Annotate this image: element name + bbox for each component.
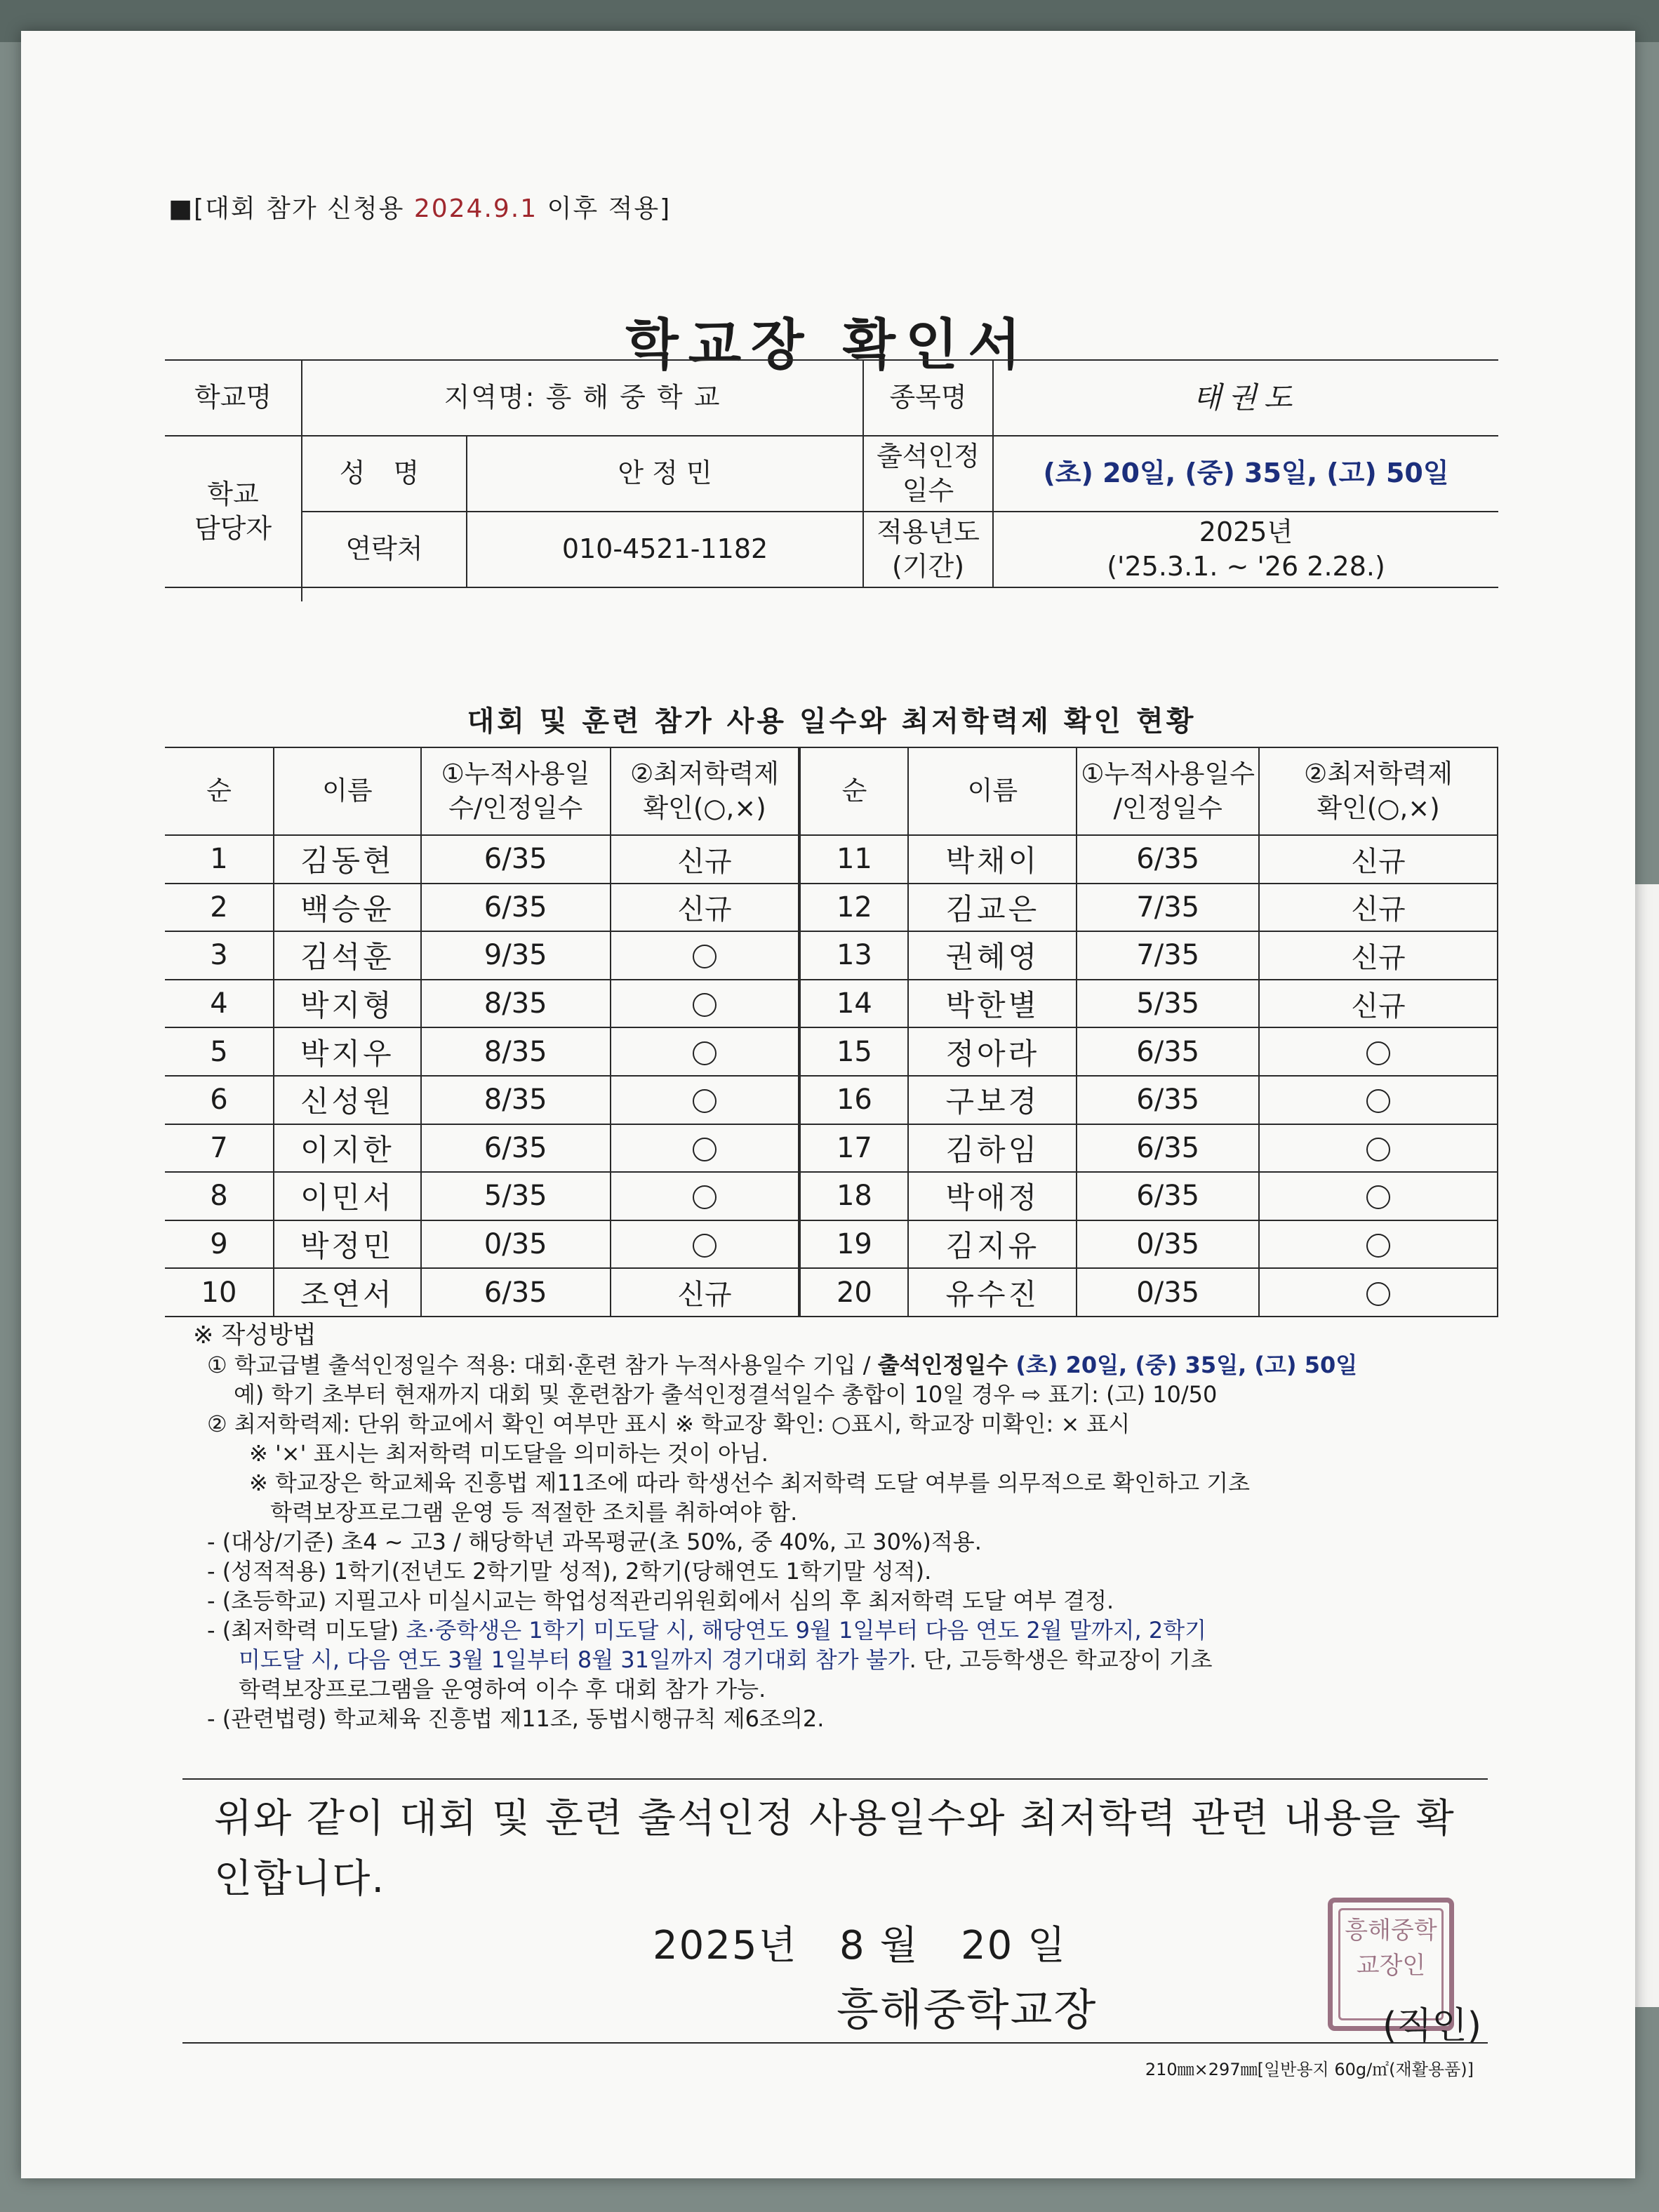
row-no: 20	[799, 1268, 908, 1317]
note-3: ※ '×' 표시는 최저학력 미도달을 의미하는 것이 아님.	[249, 1440, 768, 1467]
min-academic-check	[1259, 1268, 1498, 1317]
student-name: 박한별	[908, 980, 1077, 1028]
table-row	[165, 1172, 1498, 1220]
table-row	[165, 1027, 1498, 1076]
row-no: 19	[799, 1220, 908, 1269]
row-no: 18	[799, 1172, 908, 1220]
used-days: 6/35	[421, 884, 611, 932]
note-1-example: 예) 학기 초부터 현재까지 대회 및 훈련참가 출석인정결석일수 총합이 10일 경우 ⇨ 표기: (고) 10/50	[234, 1381, 1218, 1408]
year-label: 적용년도 (기간)	[863, 512, 993, 587]
table-row	[165, 835, 1498, 884]
row-no: 8	[165, 1172, 274, 1220]
student-name: 김하임	[908, 1124, 1077, 1173]
table-row	[165, 1076, 1498, 1124]
student-name: 김동현	[274, 835, 421, 884]
contact-value: 010-4521-1182	[467, 512, 863, 587]
student-name: 신성원	[274, 1076, 421, 1124]
circle-mark-icon	[1366, 1089, 1390, 1113]
divider	[182, 1778, 1488, 1780]
student-name: 유수진	[908, 1268, 1077, 1317]
min-academic-check: 신규	[611, 884, 800, 932]
used-days: 0/35	[1077, 1220, 1259, 1269]
circle-mark-icon	[693, 993, 717, 1017]
note-1: ① 학교급별 출석인정일수 적용: 대회·훈련 참가 누적사용일수 기입 / 출석인정일수 (초) 20일, (중) 35일, (고) 50일	[207, 1352, 1358, 1378]
paper-spec-footer: 210㎜×297㎜[일반용지 60g/㎡(재활용품)]	[1145, 2060, 1474, 2079]
year-value: 2025년 ('25.3.1. ~ '26 2.28.)	[993, 512, 1498, 587]
min-academic-check	[1259, 1220, 1498, 1269]
attend-value: (초) 20일, (중) 35일, (고) 50일	[993, 436, 1498, 512]
instructions-heading: ※ 작성방법	[193, 1321, 317, 1350]
circle-mark-icon	[693, 1089, 717, 1113]
min-academic-check: 신규	[611, 1268, 800, 1317]
circle-mark-icon	[693, 945, 717, 968]
row-no: 14	[799, 980, 908, 1028]
circle-mark-icon	[1366, 1138, 1390, 1161]
student-name: 조연서	[274, 1268, 421, 1317]
min-academic-check: 신규	[1259, 980, 1498, 1028]
used-days: 5/35	[1077, 980, 1259, 1028]
min-academic-check	[611, 1076, 800, 1124]
min-academic-check: 신규	[1259, 884, 1498, 932]
note-4-cont: 학력보장프로그램 운영 등 적절한 조치를 취하여야 함.	[270, 1499, 798, 1526]
student-name: 이지한	[274, 1124, 421, 1173]
student-name: 박지형	[274, 980, 421, 1028]
row-no: 15	[799, 1027, 908, 1076]
used-days: 6/35	[1077, 1124, 1259, 1173]
min-academic-check	[1259, 1124, 1498, 1173]
contact-label: 연락처	[302, 512, 467, 587]
student-name: 박지우	[274, 1027, 421, 1076]
note-6: - (성적적용) 1학기(전년도 2학기말 성적), 2학기(당해연도 1학기말 성적).	[207, 1558, 932, 1585]
used-days: 6/35	[1077, 1027, 1259, 1076]
table-row	[165, 980, 1498, 1028]
used-days: 6/35	[1077, 835, 1259, 884]
table-row	[165, 1220, 1498, 1269]
used-days: 6/35	[1077, 1076, 1259, 1124]
note-8-cont2: 학력보장프로그램을 운영하여 이수 후 대회 참가 가능.	[239, 1676, 766, 1703]
row-no: 11	[799, 835, 908, 884]
seal-text: 흥해중학교장인	[1338, 1908, 1444, 2020]
min-academic-check	[611, 1027, 800, 1076]
seal-label: (직인)	[1382, 2005, 1482, 2047]
instructions	[193, 1321, 1512, 1733]
student-name: 정아라	[908, 1027, 1077, 1076]
table-row	[165, 1268, 1498, 1317]
circle-mark-icon	[1366, 1041, 1390, 1065]
row-no: 6	[165, 1076, 274, 1124]
student-name: 김석훈	[274, 931, 421, 980]
student-name: 이민서	[274, 1172, 421, 1220]
name-value: 안 정 민	[467, 436, 863, 512]
used-days: 8/35	[421, 1076, 611, 1124]
apply-date: 2024.9.1	[413, 194, 538, 223]
manager-label: 학교 담당자	[165, 436, 302, 587]
used-days: 9/35	[421, 931, 611, 980]
confirmation-text: 위와 같이 대회 및 훈련 출석인정 사용일수와 최저학력 관련 내용을 확인합니다.	[214, 1796, 1455, 1902]
header-name: 이름	[908, 747, 1077, 835]
min-academic-check	[611, 980, 800, 1028]
student-name: 구보경	[908, 1076, 1077, 1124]
attend-label: 출석인정 일수	[863, 436, 993, 512]
event-value: 태권도	[993, 360, 1498, 436]
row-no: 3	[165, 931, 274, 980]
circle-mark-icon	[693, 1234, 717, 1258]
header-used: ①누적사용일 수/인정일수	[421, 747, 611, 835]
used-days: 8/35	[421, 1027, 611, 1076]
note-9: - (관련법령) 학교체육 진흥법 제11조, 동법시행규칙 제6조의2.	[207, 1705, 825, 1732]
row-no: 1	[165, 835, 274, 884]
min-academic-check	[1259, 1076, 1498, 1124]
students-table	[165, 747, 1498, 1317]
used-days: 6/35	[1077, 1172, 1259, 1220]
issue-date: 2025년 8 월 20 일	[653, 1923, 1067, 1968]
header-check: ②최저학력제 확인(○,×)	[1259, 747, 1498, 835]
table-subtitle: 대회 및 훈련 참가 사용 일수와 최저학력제 확인 현황	[467, 705, 1197, 738]
header-used: ①누적사용일수 /인정일수	[1077, 747, 1259, 835]
min-academic-check	[611, 1124, 800, 1173]
used-days: 7/35	[1077, 931, 1259, 980]
header-check: ②최저학력제 확인(○,×)	[611, 747, 800, 835]
divider	[182, 2042, 1488, 2044]
students-table-body	[165, 835, 1498, 1317]
circle-mark-icon	[1366, 1282, 1390, 1306]
header-no: 순	[165, 747, 274, 835]
event-label: 종목명	[863, 360, 993, 436]
used-days: 0/35	[1077, 1268, 1259, 1317]
page-title: 학교장 확인서	[625, 314, 1031, 377]
circle-mark-icon	[1366, 1234, 1390, 1258]
min-academic-check	[1259, 1172, 1498, 1220]
row-no: 9	[165, 1220, 274, 1269]
application-note: ■[대회 참가 신청용 2024.9.1 이후 적용]	[168, 194, 672, 223]
table-row	[165, 931, 1498, 980]
principal-title: 흥해중학교장	[837, 1984, 1098, 2035]
school-value: 지역명: 흥 해 중 학 교	[302, 360, 863, 436]
document-page	[21, 31, 1635, 2178]
used-days: 7/35	[1077, 884, 1259, 932]
min-academic-check: 신규	[1259, 835, 1498, 884]
note-8: - (최저학력 미도달) 초·중학생은 1학기 미도달 시, 해당연도 9월 1일부터 다음 연도 2월 말까지, 2학기	[207, 1617, 1207, 1644]
used-days: 5/35	[421, 1172, 611, 1220]
min-academic-check	[611, 1172, 800, 1220]
circle-mark-icon	[693, 1185, 717, 1209]
min-academic-check: 신규	[611, 835, 800, 884]
student-name: 박애정	[908, 1172, 1077, 1220]
row-no: 4	[165, 980, 274, 1028]
min-academic-check	[1259, 1027, 1498, 1076]
row-no: 12	[799, 884, 908, 932]
header-no: 순	[799, 747, 908, 835]
school-label: 학교명	[165, 360, 302, 436]
info-table	[165, 359, 1498, 601]
student-name: 권혜영	[908, 931, 1077, 980]
circle-mark-icon	[693, 1041, 717, 1065]
row-no: 16	[799, 1076, 908, 1124]
note-7: - (초등학교) 지필고사 미실시교는 학업성적관리위원회에서 심의 후 최저학력 도달 여부 결정.	[207, 1587, 1114, 1614]
row-no: 7	[165, 1124, 274, 1173]
student-name: 박채이	[908, 835, 1077, 884]
circle-mark-icon	[1366, 1185, 1390, 1209]
used-days: 8/35	[421, 980, 611, 1028]
row-no: 13	[799, 931, 908, 980]
row-no: 17	[799, 1124, 908, 1173]
name-label: 성 명	[302, 436, 467, 512]
row-no: 2	[165, 884, 274, 932]
min-academic-check: 신규	[1259, 931, 1498, 980]
header-name: 이름	[274, 747, 421, 835]
note-5: - (대상/기준) 초4 ~ 고3 / 해당학년 과목평균(초 50%, 중 40%, 고 30%)적용.	[207, 1528, 982, 1555]
note-8-cont: 미도달 시, 다음 연도 3월 1일부터 8월 31일까지 경기대회 참가 불가. 단, 고등학생은 학교장이 기초	[239, 1646, 1213, 1673]
used-days: 0/35	[421, 1220, 611, 1269]
note-2: ② 최저학력제: 단위 학교에서 확인 여부만 표시 ※ 학교장 확인: ○표시, 학교장 미확인: × 표시	[207, 1411, 1131, 1437]
student-name: 김교은	[908, 884, 1077, 932]
note-4: ※ 학교장은 학교체육 진흥법 제11조에 따라 학생선수 최저학력 도달 여부를 의무적으로 확인하고 기초	[249, 1470, 1251, 1496]
min-academic-check	[611, 931, 800, 980]
used-days: 6/35	[421, 1124, 611, 1173]
circle-mark-icon	[693, 1138, 717, 1161]
table-row	[165, 1124, 1498, 1173]
row-no: 10	[165, 1268, 274, 1317]
used-days: 6/35	[421, 835, 611, 884]
student-name: 김지유	[908, 1220, 1077, 1269]
table-row	[165, 884, 1498, 932]
student-name: 박정민	[274, 1220, 421, 1269]
student-name: 백승윤	[274, 884, 421, 932]
min-academic-check	[611, 1220, 800, 1269]
row-no: 5	[165, 1027, 274, 1076]
used-days: 6/35	[421, 1268, 611, 1317]
